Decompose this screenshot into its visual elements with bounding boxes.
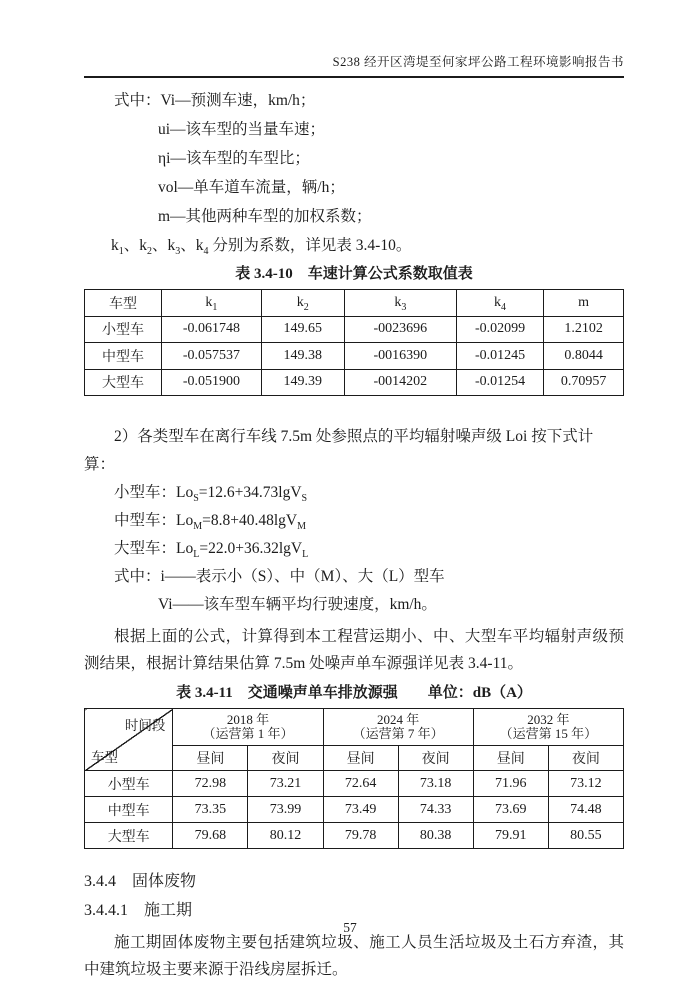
- subscript: L: [302, 549, 309, 561]
- text-segment: k: [394, 294, 402, 310]
- formula-label: 小型车：: [114, 484, 177, 501]
- cell: 72.64: [323, 771, 398, 797]
- diagonal-header-cell: [85, 709, 173, 771]
- text-segment: Lo: [176, 484, 194, 501]
- cell: -0.02099: [456, 316, 543, 343]
- cell: 71.96: [473, 771, 548, 797]
- text-segment: =12.6+34.73lgV: [198, 484, 302, 501]
- subscript: 1: [118, 246, 124, 258]
- cell: 74.33: [398, 797, 473, 823]
- cell: 149.38: [261, 343, 344, 370]
- formula-definition-intro: 式中：Vi—预测车速，km/h；: [114, 92, 316, 109]
- subscript: 1: [212, 301, 218, 313]
- subscript: L: [193, 549, 200, 561]
- cell: 73.99: [248, 797, 323, 823]
- cell: -0.057537: [162, 343, 262, 370]
- cell: 73.21: [248, 771, 323, 797]
- subscript: M: [297, 521, 307, 533]
- text-segment: k: [205, 294, 213, 310]
- year-header-2024: [323, 709, 473, 746]
- year-line: 2024 年: [376, 712, 420, 727]
- diagonal-label-time: 时间段: [124, 718, 166, 733]
- subscript: 4: [203, 246, 209, 258]
- text-segment: Lo: [176, 540, 194, 557]
- cell: 72.98: [173, 771, 248, 797]
- subscript: 2: [303, 301, 309, 313]
- formula-label: 大型车：: [114, 540, 177, 557]
- period-header: 夜间: [398, 746, 473, 771]
- cell: 73.12: [548, 771, 623, 797]
- table-row: [85, 797, 624, 823]
- diagonal-label-vehicle: 车型: [91, 750, 118, 765]
- text-segment: k: [296, 294, 304, 310]
- table-3-4-10-caption: 表 3.4-10 车速计算公式系数取值表: [235, 266, 473, 282]
- period-header: 夜间: [548, 746, 623, 771]
- cell: -0023696: [344, 316, 456, 343]
- text-segment: 分别为系数，详见表 3.4-10。: [208, 237, 412, 254]
- cell: 1.2102: [544, 316, 624, 343]
- header-cell: [261, 290, 344, 317]
- cell: -0016390: [344, 343, 456, 370]
- text-segment: =8.8+40.48lgV: [202, 512, 298, 529]
- page-header: [84, 52, 624, 78]
- section-2-intro: 2）各类型车在离行车线 7.5m 处参照点的平均辐射噪声级 Loi 按下式计算：: [84, 428, 594, 473]
- text-segment: 、k: [180, 237, 204, 254]
- text-segment: Lo: [176, 512, 194, 529]
- cell: -0014202: [344, 369, 456, 396]
- page-number: 57: [343, 920, 357, 935]
- text-segment: 、k: [123, 237, 148, 254]
- period-header: 昼间: [323, 746, 398, 771]
- cell: 73.69: [473, 797, 548, 823]
- cell: 79.91: [473, 823, 548, 849]
- period-header: 夜间: [248, 746, 323, 771]
- definition-item: ηi—该车型的车型比；: [158, 150, 310, 167]
- year-header-2032: [473, 709, 623, 746]
- subscript: 3: [175, 246, 181, 258]
- subscript: S: [193, 493, 199, 505]
- noise-formula-section: [84, 423, 624, 619]
- year-subline: （运营第 7 年）: [352, 726, 444, 741]
- cell: 小型车: [85, 771, 173, 797]
- cell: -0.01245: [456, 343, 543, 370]
- cell: 74.48: [548, 797, 623, 823]
- table-row: [85, 369, 624, 396]
- cell: 149.39: [261, 369, 344, 396]
- header-cell: [456, 290, 543, 317]
- construction-waste-paragraph: 施工期固体废物主要包括建筑垃圾、施工人员生活垃圾及土石方弃渣，其中建筑垃圾主要来源于沿线房屋拆迁。: [84, 934, 624, 978]
- cell: -0.01254: [456, 369, 543, 396]
- text-segment: =22.0+36.32lgV: [199, 540, 303, 557]
- formula-note-i: 式中：i——表示小（S）、中（M）、大（L）型车: [114, 568, 445, 585]
- cell: 73.35: [173, 797, 248, 823]
- formula-note-vi: Vi——该车型车辆平均行驶速度，km/h。: [158, 596, 437, 613]
- period-header: 昼间: [173, 746, 248, 771]
- subscript: M: [193, 521, 203, 533]
- header-cell: m: [544, 290, 624, 317]
- definition-item: ui—该车型的当量车速；: [158, 121, 326, 138]
- cell: 79.68: [173, 823, 248, 849]
- header-cell: 车型: [85, 290, 162, 317]
- text-segment: k: [111, 237, 119, 254]
- table-3-4-11-caption: 表 3.4-11 交通噪声单车排放源强 单位：dB（A）: [176, 685, 532, 701]
- cell: 73.18: [398, 771, 473, 797]
- cell: 大型车: [85, 369, 162, 396]
- cell: 80.55: [548, 823, 623, 849]
- year-subline: （运营第 15 年）: [499, 726, 598, 741]
- cell: 小型车: [85, 316, 162, 343]
- formula-large-car: [84, 535, 624, 563]
- year-line: 2018 年: [226, 712, 270, 727]
- table-year-header-row: [85, 709, 624, 746]
- cell: 0.70957: [544, 369, 624, 396]
- cell: 149.65: [261, 316, 344, 343]
- section-3-4-4-heading: 3.4.4 固体废物: [84, 873, 197, 890]
- cell: 80.38: [398, 823, 473, 849]
- subscript: 3: [401, 301, 407, 313]
- formula-small-car: [84, 479, 624, 507]
- header-cell: [162, 290, 262, 317]
- text-segment: k: [494, 294, 502, 310]
- cell: 79.78: [323, 823, 398, 849]
- subscript: 4: [501, 301, 507, 313]
- definition-item: vol—单车道车流量，辆/h；: [158, 179, 345, 196]
- cell: 中型车: [85, 797, 173, 823]
- subscript: S: [301, 493, 308, 505]
- table-3-4-11: [84, 708, 624, 849]
- cell: 80.12: [248, 823, 323, 849]
- year-line: 2032 年: [527, 712, 570, 727]
- year-subline: （运营第 1 年）: [202, 726, 294, 741]
- table-header-row: [85, 290, 624, 317]
- page-content: [84, 86, 624, 983]
- coefficient-note: [84, 231, 624, 260]
- header-title: S238 经开区湾堤至何家坪公路工程环境影响报告书: [332, 55, 624, 69]
- cell: 73.49: [323, 797, 398, 823]
- subscript: 2: [147, 246, 153, 258]
- formula-medium-car: [84, 507, 624, 535]
- table-3-4-10: [84, 289, 624, 396]
- formula-label: 中型车：: [114, 512, 177, 529]
- period-header: 昼间: [473, 746, 548, 771]
- definition-item: m—其他两种车型的加权系数；: [158, 208, 372, 225]
- cell: -0.051900: [162, 369, 262, 396]
- cell: -0.061748: [162, 316, 262, 343]
- header-cell: [344, 290, 456, 317]
- year-header-2018: [173, 709, 323, 746]
- table-row: [85, 343, 624, 370]
- table-row: [85, 771, 624, 797]
- section-3-4-4-1-heading: 3.4.4.1 施工期: [84, 902, 193, 919]
- cell: 0.8044: [544, 343, 624, 370]
- table-row: [85, 316, 624, 343]
- text-segment: 、k: [152, 237, 176, 254]
- result-paragraph: 根据上面的公式，计算得到本工程营运期小、中、大型车平均辐射声级预测结果，根据计算结果估算 7.5m 处噪声单车源强详见表 3.4-11。: [84, 628, 624, 672]
- cell: 中型车: [85, 343, 162, 370]
- table-row: [85, 823, 624, 849]
- cell: 大型车: [85, 823, 173, 849]
